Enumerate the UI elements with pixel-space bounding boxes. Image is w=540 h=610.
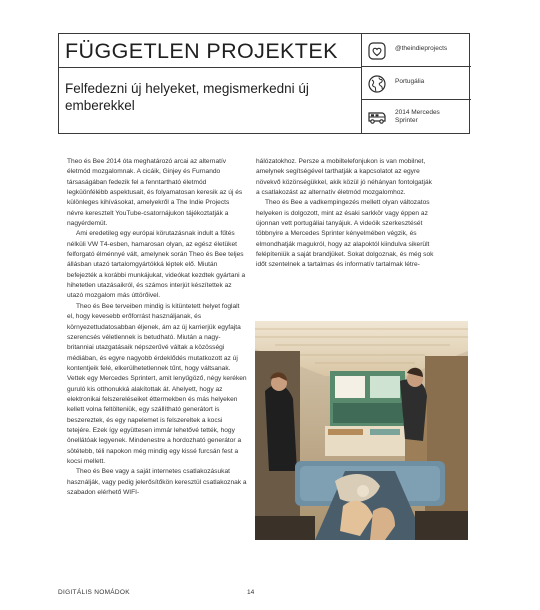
body-paragraph: Theo és Bee terveiben mindig is kitüntetett helyet foglalt el, hogy kevesebb erőforrást használjanak, és környezettudatosabban éljenek, ám az új karrierjük egyfajta szerencsés véletlennek is betudható. Miután a nagy-britanniai utazgatásaik népszerűvé váltak a közösségi médiában, és egyre nagyobb érdeklődés mutatkozott az új kontentjeik felé, elkerülhetetlennek tűnt, hogy váltsanak. Vettek egy Mercedes Sprintert, amit lenyűgöző, négy keréken guruló kis otthonukká alakítottak át. Ahelyett, hogy az elektronikai felszereléseiket éttermekben és más helyeken kellett volna feltölteniük, egy szállítható generátort is beszereztek, és egy napelemet is felszereltek a kocsi tetejére. Ezek így együttesen immár lehetővé tették, hogy önellátóak legyenek. Mindenestre a hordozható generátor a sötétebb, téli napokon még mindig egy kissé furcsán fest a kocsi mellett.: [67, 302, 247, 465]
vehicle-line-2: Sprinter: [395, 117, 418, 124]
header-box: [58, 33, 470, 134]
social-handle: @theindieprojects: [395, 45, 448, 52]
body-paragraph: Theo és Bee 2014 óta meghatározó arcai az alternatív életmód mozgalomnak. A cicáik, Ginjey és Furnando társaságában fedezik fel a fenntartható életmód legküönfélébb aspektusait, és folyamatosan keresik az új és különleges kihívásokat, amelyekről a The Indie Projects névre keresztelt YouTube-csatornájukon tájékoztatják a nagyérdemüt.: [67, 158, 243, 228]
vehicle-label: [395, 109, 440, 125]
info-row-vehicle: [361, 100, 471, 133]
body-paragraph: Theo és Bee a vadkempingezés mellett olyan változatos helyeken is dolgozott, mint az ésaki sarkkör vagy éppen az újonnan vett portugáliai tanyájuk. A videóik szerkesztését többnyire a Mercedes Sprinter kényelmében végzik, és elmondhatják magukról, hogy az alapoktól kiindulva sikerült felépíteniük a saját brandjüket. Sokat dolgoznak, és még sok időt szentelnek a tartalmas és informatív tartalmak létre-: [256, 199, 434, 269]
info-panel: [361, 34, 471, 133]
body-paragraph: hálózatokhoz. Persze a mobiltelefonjukon is van mobilnet, amelynek segítségével tarthatják a kapcsolatot az egyre növekvő közönségükkel, akik közül jó néhányan fontolgatják a csatlakozást az alternatív életmód mozgalomhoz.: [256, 158, 432, 197]
info-row-country: [361, 67, 471, 100]
body-column-left: [67, 157, 247, 498]
page-subtitle: Felfedezni új helyeket, megismerkedni új emberekkel: [65, 81, 309, 113]
footer-section-title: DIGITÁLIS NOMÁDOK: [58, 589, 130, 596]
vehicle-line-1: 2014 Mercedes: [395, 109, 440, 116]
body-paragraph: Ami eredetileg egy európai körutazásnak indult a fűtés nélküli VW T4-esben, hamarosan olyan, az egész életüket felforgató élménnyé vált, amelynek során Theo és Bee teljes állásban utazó tartalomgyártókká léptek elő. Miután befejezték a korábbi munkájukat, videókat kezdtek gyártani a hihetetlen utazásaikról, és számos interjút készítettek az utazó mozgalom más úttörőivel.: [67, 230, 246, 300]
globe-icon: [367, 74, 387, 94]
page-number: 14: [247, 589, 255, 596]
info-row-social: [361, 34, 471, 67]
country-label: Portugália: [395, 78, 425, 85]
header-title-row: [59, 34, 361, 68]
van-icon: [367, 107, 387, 127]
body-column-right: [256, 157, 436, 271]
instagram-heart-icon: [367, 41, 387, 61]
header-title-block: [59, 34, 362, 133]
van-interior-photo: [255, 321, 468, 540]
page-title: FÜGGETLEN PROJEKTEK: [65, 39, 338, 63]
body-paragraph: Theo és Bee vagy a saját internetes csatlakozásukat használják, vagy pedig jelerősítőkön keresztül csatlakoznak a szabadon elérhető WIFI-: [67, 468, 247, 496]
